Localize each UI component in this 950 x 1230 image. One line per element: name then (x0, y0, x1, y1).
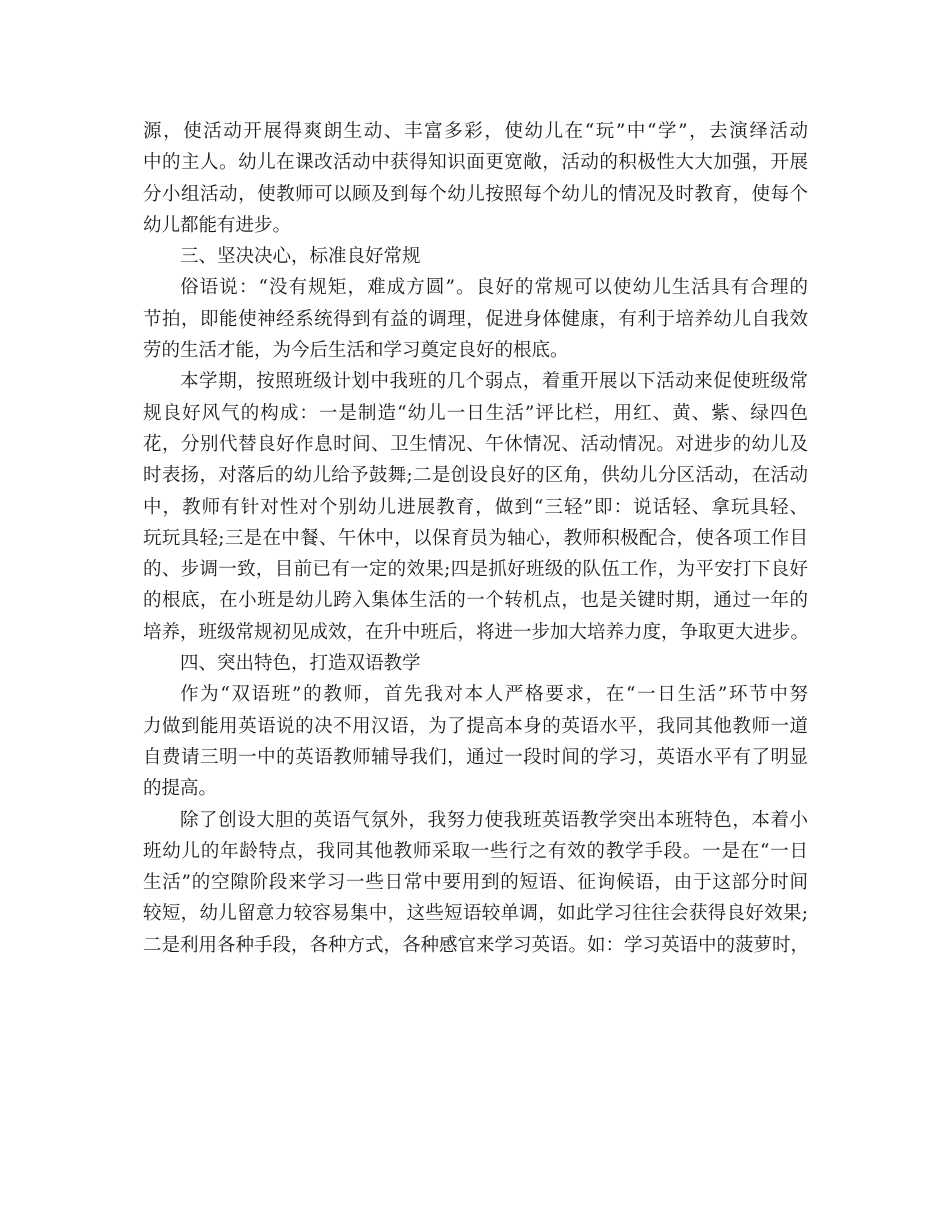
text-line: 的、步调一致，目前已有一定的效果;四是抓好班级的队伍工作，为平安打下良好 (143, 559, 808, 581)
text-line: 源，使活动开展得爽朗生动、丰富多彩，使幼儿在“玩”中“学”，去演绎活动 (143, 121, 808, 142)
text-line: 节拍，即能使神经系统得到有益的调理，促进身体健康，有利于培养幼儿自我效 (143, 308, 808, 330)
text-line: 四、突出特色，打造双语教学 (180, 653, 421, 675)
text-line: 三、坚决决心，标准良好常规 (180, 246, 421, 268)
text-line: 除了创设大胆的英语气氛外，我努力使我班英语教学突出本班特色，本着小 (180, 809, 808, 831)
text-line: 作为“双语班”的教师，首先我对本人严格要求，在“一日生活”环节中努 (180, 684, 808, 706)
text-line: 劳的生活才能，为今后生活和学习奠定良好的根底。 (143, 340, 569, 362)
text-line: 分小组活动，使教师可以顾及到每个幼儿按照每个幼儿的情况及时教育，使每个 (143, 183, 808, 205)
text-line: 中，教师有针对性对个别幼儿进展教育，做到“三轻”即：说话轻、拿玩具轻、 (143, 496, 808, 518)
text-line: 较短，幼儿留意力较容易集中，这些短语较单调，如此学习往往会获得良好效果; (143, 903, 808, 925)
text-line: 中的主人。幼儿在课改活动中获得知识面更宽敞，活动的积极性大大加强，开展 (143, 152, 808, 174)
text-line: 二是利用各种手段，各种方式，各种感官来学习英语。如：学习英语中的菠萝时， (143, 934, 810, 956)
text-line: 的提高。 (143, 778, 218, 800)
text-line: 本学期，按照班级计划中我班的几个弱点，着重开展以下活动来促使班级常 (180, 371, 808, 393)
text-line: 规良好风气的构成：一是制造“幼儿一日生活”评比栏，用红、黄、紫、绿四色 (143, 402, 808, 424)
text-line: 自费请三明一中的英语教师辅导我们，通过一段时间的学习，英语水平有了明显 (143, 746, 808, 768)
text-line: 班幼儿的年龄特点，我同其他教师采取一些行之有效的教学手段。一是在“一日 (143, 840, 808, 862)
document-body (143, 116, 808, 961)
text-line: 力做到能用英语说的决不用汉语，为了提高本身的英语水平，我同其他教师一道 (143, 715, 808, 737)
text-line: 的根底，在小班是幼儿跨入集体生活的一个转机点，也是关键时期，通过一年的 (143, 590, 808, 612)
text-line: 生活”的空隙阶段来学习一些日常中要用到的短语、征询候语，由于这部分时间 (143, 872, 808, 894)
text-line: 时表扬，对落后的幼儿给予鼓舞;二是创设良好的区角，供幼儿分区活动，在活动 (143, 465, 808, 487)
text-line: 培养，班级常规初见成效，在升中班后，将进一步加大培养力度，争取更大进步。 (143, 621, 810, 643)
text-line: 俗语说：“没有规矩，难成方圆”。良好的常规可以使幼儿生活具有合理的 (180, 277, 808, 299)
text-line: 花，分别代替良好作息时间、卫生情况、午休情况、活动情况。对进步的幼儿及 (143, 433, 808, 455)
text-line: 幼儿都能有进步。 (143, 214, 292, 236)
text-line: 玩玩具轻;三是在中餐、午休中，以保育员为轴心，教师积极配合，使各项工作目 (143, 527, 808, 549)
